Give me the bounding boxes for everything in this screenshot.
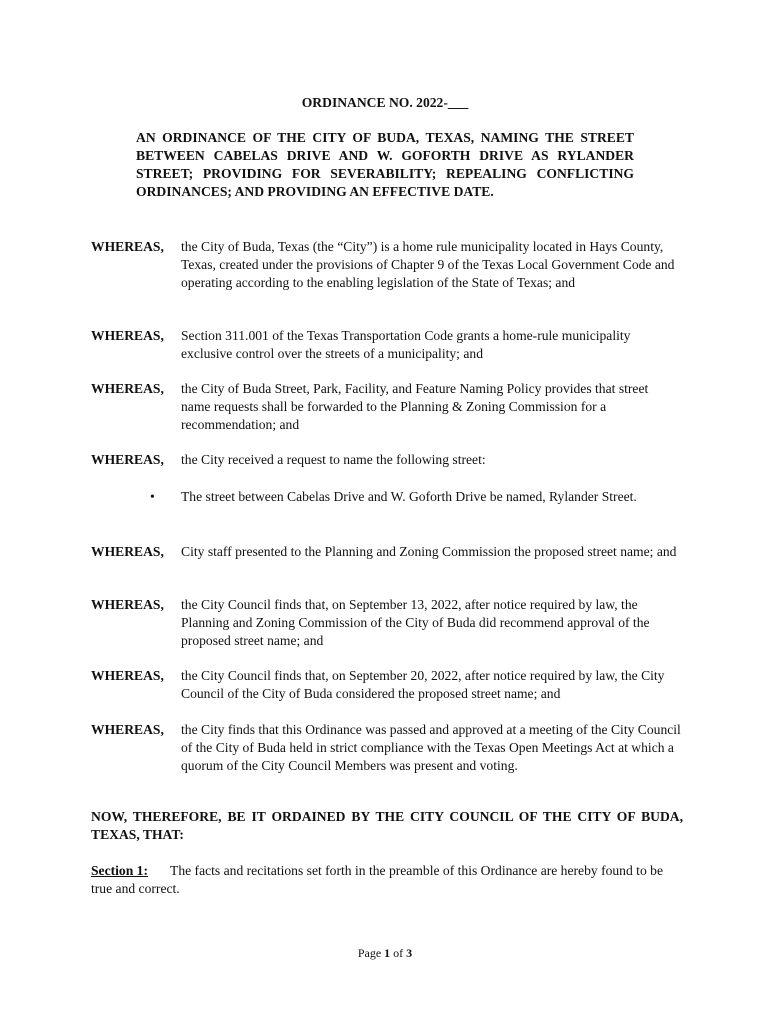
whereas-text: the City of Buda, Texas (the “City”) is a home rule municipality located in Hays County, Texas, created under the provisions of Chapter 9 of the Texas Local Government Code and operating according to the enabling legislation of the State of Texas; and [181, 239, 675, 290]
ordinance-subtitle: AN ORDINANCE OF THE CITY OF BUDA, TEXAS, NAMING THE STREET BETWEEN CABELAS DRIVE AND W. GOFORTH DRIVE AS RYLANDER STREET; PROVIDING FOR SEVERABILITY; REPEALING CONFLICTING ORDINANCES; AND PROVIDING AN EFFECTIVE DATE. [136, 130, 634, 199]
whereas-keyword: WHEREAS, [91, 722, 164, 737]
whereas-clause-3 [91, 380, 691, 434]
of-word: of [393, 946, 404, 960]
bullet-icon: • [150, 489, 155, 504]
whereas-keyword: WHEREAS, [91, 452, 164, 467]
whereas-keyword: WHEREAS, [91, 239, 164, 254]
page-total: 3 [406, 946, 413, 960]
page-word: Page [357, 946, 382, 960]
whereas-keyword: WHEREAS, [91, 668, 164, 683]
whereas-clause-7 [91, 667, 691, 703]
whereas-clause-1 [91, 238, 691, 292]
whereas-clause-4 [91, 451, 691, 469]
section-1-label: Section 1: [91, 863, 149, 878]
whereas-text: the City Council finds that, on September 20, 2022, after notice required by law, the City Council of the City of Buda considered the proposed street name; and [181, 668, 665, 701]
whereas-keyword: WHEREAS, [91, 597, 164, 612]
page-footer [0, 944, 770, 962]
section-1 [91, 862, 683, 898]
page-title: ORDINANCE NO. 2022-___ [301, 95, 469, 110]
whereas-clause-2 [91, 327, 691, 363]
whereas-clause-8 [91, 721, 691, 775]
whereas-text: Section 311.001 of the Texas Transportation Code grants a home-rule municipality exclusive control over the streets of a municipality; and [181, 328, 631, 361]
whereas-clause-6 [91, 596, 691, 650]
page-current: 1 [384, 946, 391, 960]
whereas-text: the City Council finds that, on September 13, 2022, after notice required by law, the Planning and Zoning Commission of the City of Buda did recommend approval of the proposed street name; and [181, 597, 650, 648]
whereas-keyword: WHEREAS, [91, 328, 164, 343]
whereas-text: the City finds that this Ordinance was passed and approved at a meeting of the City Council of the City of Buda held in strict compliance with the Texas Open Meetings Act at which a quorum of the City Council Members was present and voting. [181, 722, 681, 773]
whereas-keyword: WHEREAS, [91, 381, 164, 396]
street-bullet-item [150, 488, 670, 506]
bullet-text: The street between Cabelas Drive and W. Goforth Drive be named, Rylander Street. [181, 489, 637, 504]
ordained-heading: NOW, THEREFORE, BE IT ORDAINED BY THE CITY COUNCIL OF THE CITY OF BUDA, TEXAS, THAT: [91, 809, 683, 842]
whereas-text: City staff presented to the Planning and Zoning Commission the proposed street name; and [181, 544, 677, 559]
section-1-text: The facts and recitations set forth in the preamble of this Ordinance are hereby found to be true and correct. [91, 863, 663, 896]
whereas-text: the City received a request to name the following street: [181, 452, 486, 467]
whereas-clause-5 [91, 543, 691, 561]
whereas-keyword: WHEREAS, [91, 544, 164, 559]
whereas-text: the City of Buda Street, Park, Facility, and Feature Naming Policy provides that street name requests shall be forwarded to the Planning & Zoning Commission for a recommendation; and [181, 381, 649, 432]
